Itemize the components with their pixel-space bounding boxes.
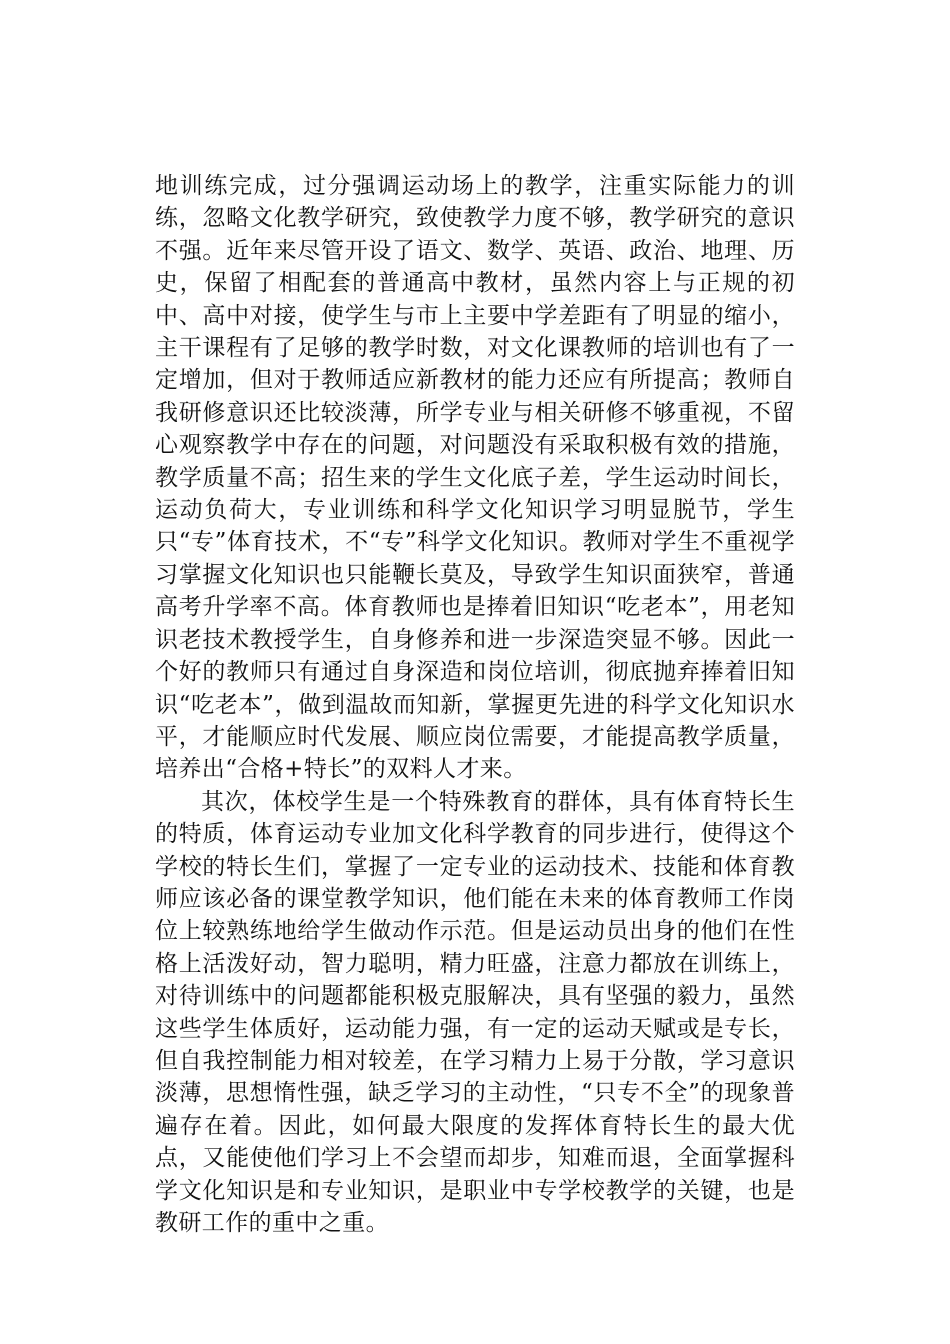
paragraph-second: 其次，体校学生是一个特殊教育的群体，具有体育特长生的特质，体育运动专业加文化科学教育的同步进行，使得这个学校的特长生们，掌握了一定专业的运动技术、技能和体育教师应该必备的课堂教学知识，他们能在未来的体育教师工作岗位上较熟练地给学生做动作示范。但是运动员出身的他们在性格上活泼好动，智力聪明，精力旺盛，注意力都放在训练上，对待训练中的问题都能积极克服解决，具有坚强的毅力，虽然这些学生体质好，运动能力强，有一定的运动天赋或是专长，但自我控制能力相对较差，在学习精力上易于分散，学习意识淡薄，思想惰性强，缺乏学习的主动性，“只专不全”的现象普遍存在着。因此，如何最大限度的发挥体育特长生的最大优点，又能使他们学习上不会望而却步，知难而退，全面掌握科学文化知识是和专业知识，是职业中专学校教学的关键，也是教研工作的重中之重。 bbox=[155, 788, 795, 1236]
document-body bbox=[155, 170, 795, 1239]
paragraph-continued: 地训练完成，过分强调运动场上的教学，注重实际能力的训练，忽略文化教学研究，致使教学力度不够，教学研究的意识不强。近年来尽管开设了语文、数学、英语、政治、地理、历史，保留了相配套的普通高中教材，虽然内容上与正规的初中、高中对接，使学生与市上主要中学差距有了明显的缩小，主干课程有了足够的教学时数，对文化课教师的培训也有了一定增加，但对于教师适应新教材的能力还应有所提高；教师自我研修意识还比较淡薄，所学专业与相关研修不够重视，不留心观察教学中存在的问题，对问题没有采取积极有效的措施，教学质量不高；招生来的学生文化底子差，学生运动时间长，运动负荷大，专业训练和科学文化知识学习明显脱节，学生只“专”体育技术，不“专”科学文化知识。教师对学生不重视学习掌握文化知识也只能鞭长莫及，导致学生知识面狭窄，普通高考升学率不高。体育教师也是捧着旧知识“吃老本”，用老知识老技术教授学生，自身修养和进一步深造突显不够。因此一个好的教师只有通过自身深造和岗位培训，彻底抛弃捧着旧知识“吃老本”，做到温故而知新，掌握更先进的科学文化知识水平，才能顺应时代发展、顺应岗位需要，才能提高教学质量，培养出“合格+特长”的双料人才来。 bbox=[155, 173, 795, 783]
